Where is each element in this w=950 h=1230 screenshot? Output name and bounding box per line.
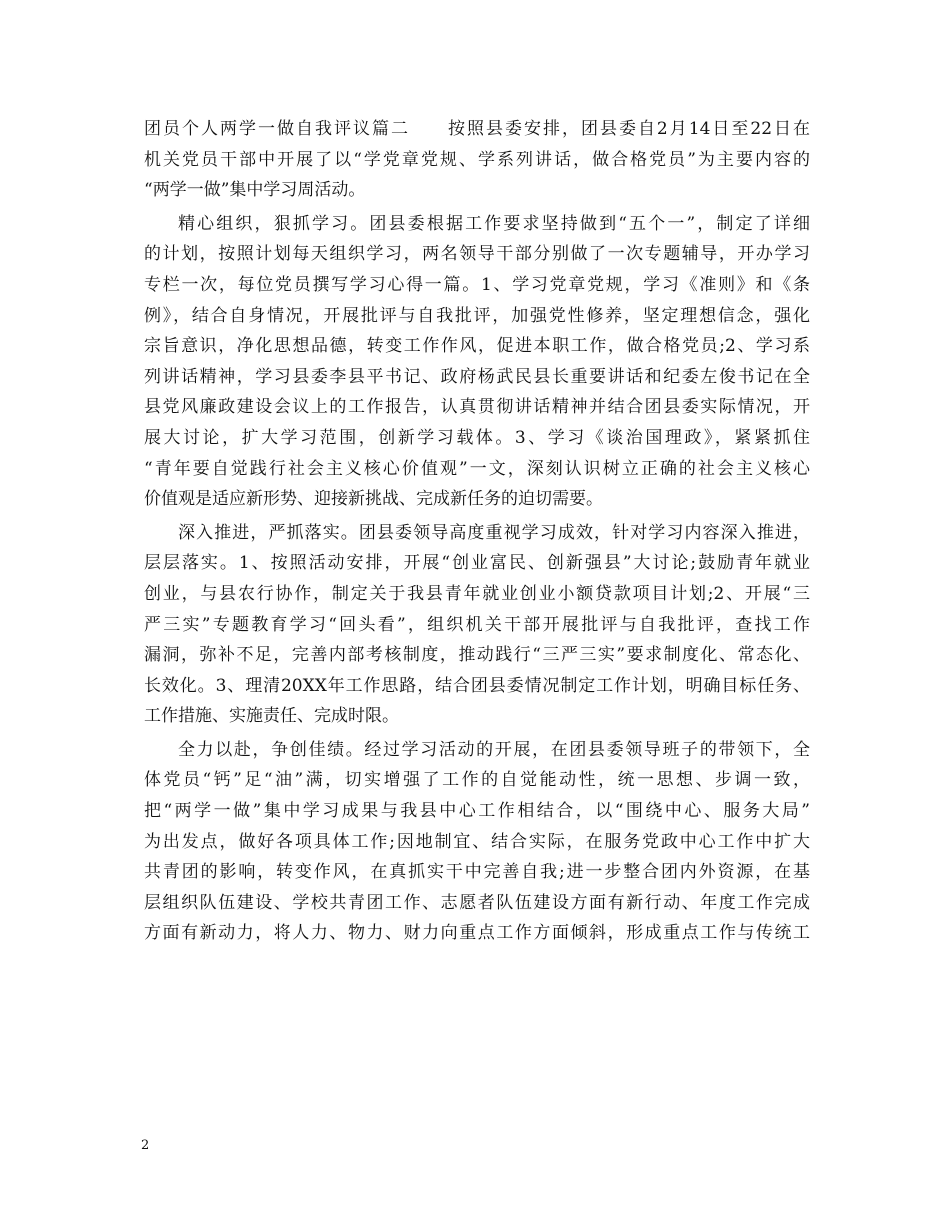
text-line: 严三实”专题教育学习“回头看”，组织机关干部开展批评与自我批评，查找工作 bbox=[144, 614, 810, 635]
text-line: 共青团的影响，转变作风，在真抓实干中完善自我;进一步整合团内外资源，在基 bbox=[144, 862, 810, 883]
paragraph-implementation bbox=[144, 518, 810, 732]
text-line: 县党风廉政建设会议上的工作报告，认真贯彻讲话精神并结合团县委实际情况，开 bbox=[144, 397, 810, 418]
text-line: 的计划，按照计划每天组织学习，两名领导干部分别做了一次专题辅导，开办学习 bbox=[144, 244, 810, 265]
paragraph-organize-study bbox=[144, 209, 810, 515]
text-line: 为出发点，做好各项具体工作;因地制宜、结合实际，在服务党政中心工作中扩大 bbox=[144, 831, 810, 852]
text-line: 层组织队伍建设、学校共青团工作、志愿者队伍建设方面有新行动、年度工作完成 bbox=[144, 892, 810, 913]
text-line: 价值观是适应新形势、迎接新挑战、完成新任务的迫切需要。 bbox=[144, 489, 603, 510]
text-line: 列讲话精神，学习县委李县平书记、政府杨武民县长重要讲话和纪委左俊书记在全 bbox=[144, 366, 810, 387]
text-line: 工作措施、实施责任、完成时限。 bbox=[144, 706, 399, 727]
page-number: 2 bbox=[141, 1138, 150, 1153]
text-line: 方面有新动力，将人力、物力、财力向重点工作方面倾斜，形成重点工作与传统工 bbox=[144, 923, 810, 944]
document-body bbox=[144, 114, 810, 949]
text-line: 深入推进，严抓落实。团县委领导高度重视学习成效，针对学习内容深入推进， bbox=[178, 522, 810, 543]
text-line: 团员个人两学一做自我评议篇二 按照县委安排，团县委自2月14日至22日在 bbox=[144, 119, 810, 139]
text-line: 展大讨论，扩大学习范围，创新学习载体。3、学习《谈治国理政》，紧紧抓住 bbox=[144, 427, 810, 448]
text-line: 层层落实。1、按照活动安排，开展“创业富民、创新强县”大讨论;鼓励青年就业 bbox=[144, 553, 810, 574]
text-line: “两学一做”集中学习周活动。 bbox=[144, 180, 366, 201]
text-line: 全力以赴，争创佳绩。经过学习活动的开展，在团县委领导班子的带领下，全 bbox=[178, 739, 810, 760]
text-line: 精心组织，狠抓学习。团县委根据工作要求坚持做到“五个一”，制定了详细 bbox=[178, 213, 810, 234]
text-line: 漏洞，弥补不足，完善内部考核制度，推动践行“三严三实”要求制度化、常态化、 bbox=[144, 645, 810, 666]
text-line: 把“两学一做”集中学习成果与我县中心工作相结合，以“围绕中心、服务大局” bbox=[144, 801, 810, 822]
text-line: 体党员“钙”足“油”满，切实增强了工作的自觉能动性，统一思想、步调一致， bbox=[144, 770, 810, 791]
text-line: 宗旨意识，净化思想品德，转变工作作风，促进本职工作，做合格党员;2、学习系 bbox=[144, 336, 810, 357]
text-line: “青年要自觉践行社会主义核心价值观”一文，深刻认识树立正确的社会主义核心 bbox=[144, 458, 810, 479]
text-line: 例》，结合自身情况，开展批评与自我批评，加强党性修养，坚定理想信念，强化 bbox=[144, 305, 810, 326]
text-line: 创业，与县农行协作，制定关于我县青年就业创业小额贷款项目计划;2、开展“三 bbox=[144, 583, 810, 604]
paragraph-intro bbox=[144, 114, 810, 206]
text-line: 长效化。3、理清20XX年工作思路，结合团县委情况制定工作计划，明确目标任务、 bbox=[144, 675, 810, 696]
paragraph-achievements bbox=[144, 735, 810, 949]
text-line: 专栏一次，每位党员撰写学习心得一篇。1、学习党章党规，学习《准则》和《条 bbox=[144, 274, 810, 295]
text-line: 机关党员干部中开展了以“学党章党规、学系列讲话，做合格党员”为主要内容的 bbox=[144, 149, 810, 170]
